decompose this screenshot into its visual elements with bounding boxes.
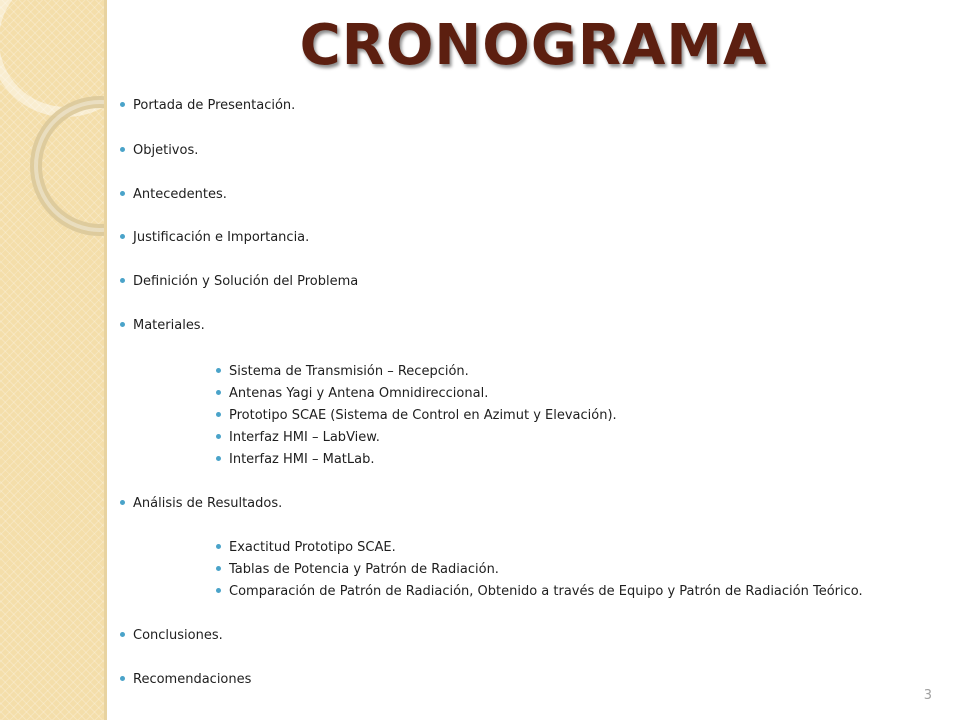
list-item-label: Exactitud Prototipo SCAE. (229, 540, 396, 555)
slide-title: CRONOGRAMA (299, 13, 768, 78)
page-number: 3 (923, 688, 932, 703)
sub-list-item (216, 539, 396, 557)
bullet-icon (120, 147, 125, 152)
list-item-label: Comparación de Patrón de Radiación, Obtenido a través de Equipo y Patrón de Radiación Teórico. (229, 584, 863, 599)
bullet-icon (120, 234, 125, 239)
bullet-icon (216, 412, 221, 417)
list-item (120, 317, 205, 335)
bullet-icon (120, 191, 125, 196)
side-panel-edge (104, 0, 107, 720)
sub-list-item (216, 451, 374, 469)
list-item-label: Interfaz HMI – MatLab. (229, 452, 375, 467)
ring-decoration (0, 0, 104, 720)
list-item (120, 186, 227, 204)
bullet-icon (120, 322, 125, 327)
sub-list-item (216, 583, 863, 601)
bullet-icon (120, 102, 125, 107)
list-item-label: Objetivos. (133, 143, 199, 158)
bullet-icon (120, 500, 125, 505)
list-item-label: Prototipo SCAE (Sistema de Control en Azimut y Elevación). (229, 408, 617, 423)
list-item-label: Sistema de Transmisión – Recepción. (229, 364, 469, 379)
bullet-icon (216, 544, 221, 549)
bullet-icon (216, 588, 221, 593)
bullet-icon (120, 278, 125, 283)
list-item-label: Justificación e Importancia. (133, 230, 310, 245)
list-item (120, 495, 282, 513)
list-item-label: Antenas Yagi y Antena Omnidireccional. (229, 386, 489, 401)
list-item-label: Análisis de Resultados. (133, 496, 283, 511)
list-item-label: Definición y Solución del Problema (133, 274, 359, 289)
list-item (120, 273, 358, 291)
list-item-label: Interfaz HMI – LabView. (229, 430, 380, 445)
list-item (120, 671, 251, 689)
list-item (120, 627, 223, 645)
bullet-icon (216, 368, 221, 373)
sub-list-item (216, 561, 499, 579)
decorative-side-panel (0, 0, 104, 720)
sub-list-item (216, 407, 617, 425)
list-item (120, 229, 309, 247)
sub-list-item (216, 363, 469, 381)
list-item (120, 142, 198, 160)
list-item-label: Portada de Presentación. (133, 98, 296, 113)
sub-list-item (216, 385, 488, 403)
bullet-icon (216, 566, 221, 571)
list-item-label: Tablas de Potencia y Patrón de Radiación. (229, 562, 499, 577)
sub-list-item (216, 429, 380, 447)
bullet-icon (120, 676, 125, 681)
list-item (120, 97, 295, 115)
bullet-icon (216, 456, 221, 461)
list-item-label: Conclusiones. (133, 628, 223, 643)
bullet-icon (216, 390, 221, 395)
bullet-icon (120, 632, 125, 637)
list-item-label: Antecedentes. (133, 187, 227, 202)
list-item-label: Recomendaciones (133, 672, 252, 687)
list-item-label: Materiales. (133, 318, 205, 333)
bullet-icon (216, 434, 221, 439)
